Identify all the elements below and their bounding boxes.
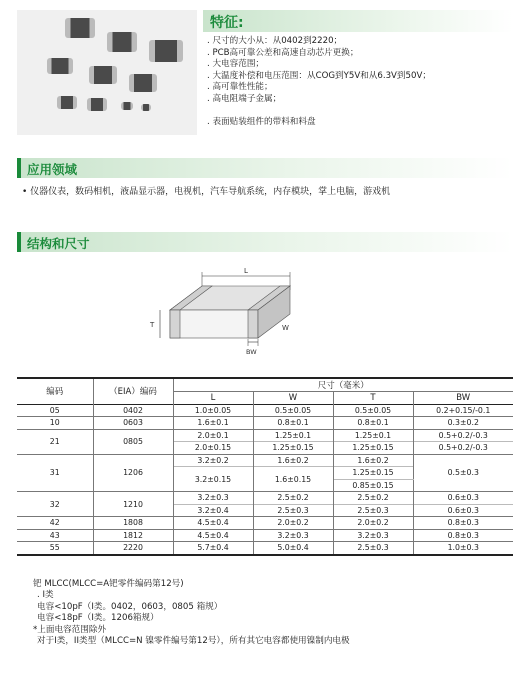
cell-T: 1.25±0.15 (333, 467, 413, 480)
cell-W: 2.0±0.2 (253, 517, 333, 530)
features-header-band (203, 10, 513, 32)
cell-L: 1.6±0.1 (173, 417, 253, 430)
col-header-L: L (173, 392, 253, 405)
cell-W: 1.25±0.15 (253, 442, 333, 455)
cell-T: 0.8±0.1 (333, 417, 413, 430)
table-row (17, 417, 513, 430)
table-row (17, 529, 513, 542)
dim-label-BW: BW (246, 348, 257, 356)
cell-W: 1.6±0.15 (253, 467, 333, 492)
table-row (17, 404, 513, 417)
cell-code: 55 (17, 542, 93, 555)
feature-item: . 高电阻端子金属； (207, 93, 282, 104)
feature-item: . 高可靠性性能； (207, 82, 273, 93)
col-header-dimensions: 尺寸（毫米） (173, 378, 513, 392)
note-line: 对于I类，II类型（MLCC=N 镍零件编号第12号），所有其它电容都使用镍制内电极 (37, 636, 350, 647)
cell-W: 3.2±0.3 (253, 529, 333, 542)
cell-code: 05 (17, 404, 93, 417)
note-line: 电容<10pF（I类。0402，0603，0805 箱规） (37, 601, 223, 612)
cell-W: 0.8±0.1 (253, 417, 333, 430)
cell-W: 1.6±0.2 (253, 454, 333, 467)
cell-eia: 0805 (93, 429, 173, 454)
cell-L: 2.0±0.1 (173, 429, 253, 442)
cell-T: 0.85±0.15 (333, 479, 413, 492)
dim-label-L: L (244, 267, 248, 275)
table-row (17, 517, 513, 530)
cell-code: 42 (17, 517, 93, 530)
cell-eia: 1812 (93, 529, 173, 542)
cell-eia: 2220 (93, 542, 173, 555)
note-line: *上面电容范围除外 (33, 624, 107, 635)
cell-code: 43 (17, 529, 93, 542)
cell-L: 4.5±0.4 (173, 529, 253, 542)
cell-code: 21 (17, 429, 93, 454)
cell-L: 3.2±0.3 (173, 492, 253, 505)
dimension-table (17, 377, 513, 556)
note-line: . I类 (37, 590, 54, 601)
cell-L: 5.7±0.4 (173, 542, 253, 555)
cell-BW: 0.5+0.2/-0.3 (438, 443, 488, 453)
col-header-code: 编码 (17, 378, 93, 404)
note-line: 电容<18pF（I类。1206箱规） (37, 613, 159, 624)
cell-T: 2.0±0.2 (333, 517, 413, 530)
col-header-W: W (253, 392, 333, 405)
col-header-T: T (333, 392, 413, 405)
features-title: 特征: (210, 15, 244, 31)
cell-T: 3.2±0.3 (333, 529, 413, 542)
notes (33, 579, 350, 647)
structure-header (17, 232, 513, 252)
cell-eia: 1206 (93, 454, 173, 492)
col-header-eia: （EIA）编码 (93, 378, 173, 404)
application-text: • 仪器仪表，数码相机，液晶显示器，电视机，汽车导航系统，内存模块，掌上电脑，游戏机 (22, 187, 391, 197)
cell-L: 3.2±0.4 (173, 504, 253, 517)
cell-W: 1.25±0.1 (253, 429, 333, 442)
table-row (17, 492, 513, 505)
cell-BW: 0.6±0.3 (447, 505, 479, 515)
cell-W: 2.5±0.3 (253, 504, 333, 517)
cell-L: 2.0±0.15 (173, 442, 253, 455)
table-row (17, 542, 513, 555)
cell-code: 10 (17, 417, 93, 430)
table-row (17, 454, 513, 467)
cell-W: 2.5±0.2 (253, 492, 333, 505)
cell-BW: 0.8±0.3 (447, 530, 479, 540)
cell-L: 1.0±0.05 (173, 404, 253, 417)
chip-structure-diagram (140, 262, 320, 362)
cell-eia: 1808 (93, 517, 173, 530)
feature-item: . 尺寸的大小从：从0402到2220； (207, 36, 343, 46)
feature-item: . 大温度补偿和电压范围：从COG到Y5V和从6.3V到50V； (207, 70, 431, 81)
structure-title: 结构和尺寸 (27, 236, 90, 251)
feature-item (207, 106, 431, 118)
cell-L: 4.5±0.4 (173, 517, 253, 530)
feature-item: . 表面贴装组件的带料和料盘 (207, 117, 316, 128)
cell-BW: 0.5+0.2/-0.3 (438, 430, 488, 440)
cell-L: 3.2±0.2 (173, 454, 253, 467)
features-list (207, 36, 431, 129)
cell-W: 5.0±0.4 (253, 542, 333, 555)
cell-eia: 1210 (93, 492, 173, 517)
note-line: 钯 MLCC(MLCC=A钯零件编码第12号) (33, 579, 184, 589)
cell-eia: 0603 (93, 417, 173, 430)
cell-T: 2.5±0.3 (333, 504, 413, 517)
cell-W: 0.5±0.05 (253, 404, 333, 417)
cell-code: 31 (17, 454, 93, 492)
cell-BW: 0.2+0.15/-0.1 (436, 405, 491, 415)
cell-T: 1.25±0.1 (333, 429, 413, 442)
cell-T: 2.5±0.2 (333, 492, 413, 505)
col-header-BW: BW (456, 392, 471, 403)
cell-BW: 0.8±0.3 (447, 518, 479, 528)
cell-BW: 0.6±0.3 (447, 493, 479, 503)
application-header (17, 158, 513, 178)
feature-item: . 大电容范围； (207, 59, 265, 70)
table-row (17, 429, 513, 442)
cell-L: 3.2±0.15 (173, 467, 253, 492)
cell-BW: 1.0±0.3 (447, 543, 479, 553)
cell-T: 1.6±0.2 (333, 454, 413, 467)
cell-T: 1.25±0.15 (333, 442, 413, 455)
cell-BW: 0.3±0.2 (447, 418, 479, 428)
application-title: 应用领域 (27, 162, 78, 177)
cell-BW: 0.5±0.3 (447, 468, 479, 478)
cell-T: 0.5±0.05 (333, 404, 413, 417)
product-photo (17, 10, 197, 135)
dim-label-T: T (150, 321, 155, 329)
cell-code: 32 (17, 492, 93, 517)
feature-item: . PCB高可靠公差和高速自动芯片更换； (207, 47, 359, 58)
cell-T: 2.5±0.3 (333, 542, 413, 555)
dim-label-W: W (282, 324, 289, 332)
cell-eia: 0402 (93, 404, 173, 417)
